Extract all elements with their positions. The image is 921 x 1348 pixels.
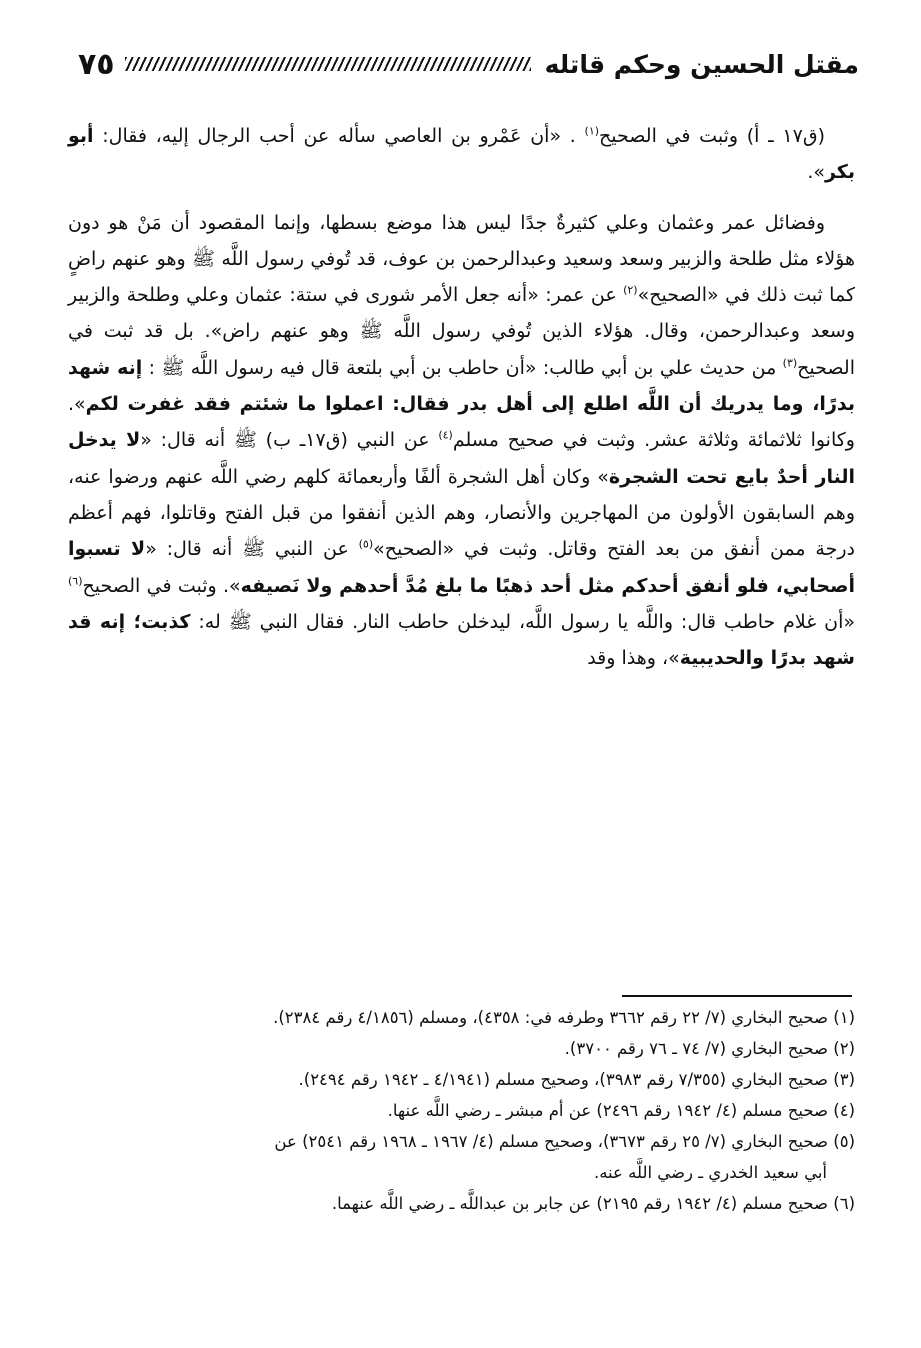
bold-run: إنه شهد بدرًا، وما يدريك أن اللَّه اطلع إلى أهل بدر فقال: اعملوا ما شئتم فقد غفرت لكم <box>68 356 855 416</box>
footnote-item <box>66 1188 855 1219</box>
footnote-item <box>66 1002 855 1033</box>
bold-run: كذبت؛ إنه قد شهد بدرًا والحديبية <box>68 610 855 670</box>
footnote-label: (٦) <box>833 1194 855 1213</box>
footnote-ref: (٣) <box>782 356 798 370</box>
text-run: «أن غلام حاطب قال: واللَّه يا رسول اللَّه، ليدخلن حاطب النار. فقال النبي ﷺ له: <box>190 610 855 633</box>
footnote-item <box>66 1033 855 1064</box>
footnote-text: صحيح مسلم (٤/ ١٩٤٢ رقم ٢١٩٥) عن جابر بن عبداللَّه ـ رضي اللَّه عنهما. <box>331 1194 828 1213</box>
running-title: مقتل الحسين وحكم قاتله <box>544 49 859 79</box>
footnote-label: (٣) <box>833 1070 855 1089</box>
text-run: ». وثبت في الصحيح <box>82 574 241 597</box>
paragraph-2 <box>68 205 855 677</box>
footnote-text: صحيح البخاري (٧/٣٥٥ رقم ٣٩٨٣)، وصحيح مسلم (٤/١٩٤١ ـ ١٩٤٢ رقم ٢٤٩٤). <box>298 1070 828 1089</box>
text-run: عن عمر: «أنه جعل الأمر شورى في ستة: عثمان وعلي وطلحة والزبير وسعد وعبدالرحمن، وقال. هؤلاء الذين تُوفي رسول اللَّه ﷺ وهو عنهم راض». بل قد ثبت في الصحيح <box>68 284 855 379</box>
bold-run: لا يدخل النار أحدٌ بايع تحت الشجرة <box>68 429 855 488</box>
footnote-label: (٤) <box>833 1101 855 1120</box>
bold-run: أبو بكر <box>68 125 855 184</box>
text-run: ». <box>807 161 825 184</box>
footnote-text: صحيح البخاري (٧/ ٢٢ رقم ٣٦٦٢ وطرفه في: ٤٣٥٨)، ومسلم (٤/١٨٥٦ رقم ٢٣٨٤). <box>273 1008 828 1027</box>
footnote-ref: (٢) <box>623 283 638 297</box>
footnote-item <box>66 1064 855 1095</box>
running-header <box>78 40 859 88</box>
footnote-separator <box>622 995 852 997</box>
text-run: عن النبي (ق١٧ـ ب) ﷺ أنه قال: « <box>140 429 439 452</box>
footnote-text: صحيح البخاري (٧/ ٧٤ ـ ٧٦ رقم ٣٧٠٠). <box>564 1039 828 1058</box>
footnote-label: (٥) <box>833 1132 855 1151</box>
text-run: . «أن عَمْرو بن العاصي سأله عن أحب الرجال إليه، فقال: <box>93 125 585 147</box>
text-run: ». وكانوا ثلاثمائة وثلاثة عشر. وثبت في صحيح مسلم <box>68 393 855 452</box>
footnote-ref: (٦) <box>68 574 83 588</box>
text-run: » وكان أهل الشجرة ألفًا وأربعمائة كلهم رضي اللَّه عنهم ورضوا عنه، وهم السابقون الأولون من المهاجرين والأنصار، وهم الذين أنفقوا من قبل الفتح وقاتلوا، فهم أعظم درجة ممن أنفق من بعد الفتح وقاتل. وثبت في «الصحيح» <box>68 465 855 561</box>
footnote-ref: (١) <box>584 124 600 138</box>
footnote-continuation: أبي سعيد الخدري ـ رضي اللَّه عنه. <box>593 1163 827 1182</box>
bold-run: لا تسبوا أصحابي، فلو أنفق أحدكم مثل أحد ذهبًا ما بلغ مُدَّ أحدهم ولا نَصيفه <box>68 538 855 597</box>
footnote-label: (١) <box>833 1008 855 1027</box>
footnote-ref: (٤) <box>438 429 453 443</box>
footnote-text: صحيح البخاري (٧/ ٢٥ رقم ٣٦٧٣)، وصحيح مسلم (٤/ ١٩٦٧ ـ ١٩٦٨ رقم ٢٥٤١) عن <box>274 1132 828 1151</box>
main-text <box>68 118 855 676</box>
footnote-ref: (٥) <box>358 537 374 551</box>
footnote-item <box>66 1126 855 1188</box>
text-run: »، وهذا وقد <box>587 647 680 670</box>
footnote-text: صحيح مسلم (٤/ ١٩٤٢ رقم ٢٤٩٦) عن أم مبشر ـ رضي اللَّه عنها. <box>387 1101 828 1120</box>
paragraph-1 <box>68 118 855 191</box>
text-run: عن النبي ﷺ أنه قال: « <box>145 538 359 561</box>
header-hatched-rule <box>125 57 531 71</box>
footnotes <box>66 1002 855 1219</box>
footnote-label: (٢) <box>833 1039 855 1058</box>
text-run: من حديث علي بن أبي طالب: «أن حاطب بن أبي بلتعة قال فيه رسول اللَّه ﷺ : <box>142 356 783 379</box>
page-number: ٧٥ <box>78 46 115 82</box>
text-run: وفضائل عمر وعثمان وعلي كثيرةٌ جدًا ليس هذا موضع بسطها، وإنما المقصود أن مَنْ هو دون هؤلاء مثل طلحة والزبير وسعد وسعيد وعبدالرحمن بن عوف، قد تُوفي رسول اللَّه ﷺ وهو عنهم راضٍ كما ثبت ذلك في «الصحيح» <box>68 211 855 307</box>
footnote-item <box>66 1095 855 1126</box>
text-run: (ق١٧ ـ أ) وثبت في الصحيح <box>599 125 825 147</box>
